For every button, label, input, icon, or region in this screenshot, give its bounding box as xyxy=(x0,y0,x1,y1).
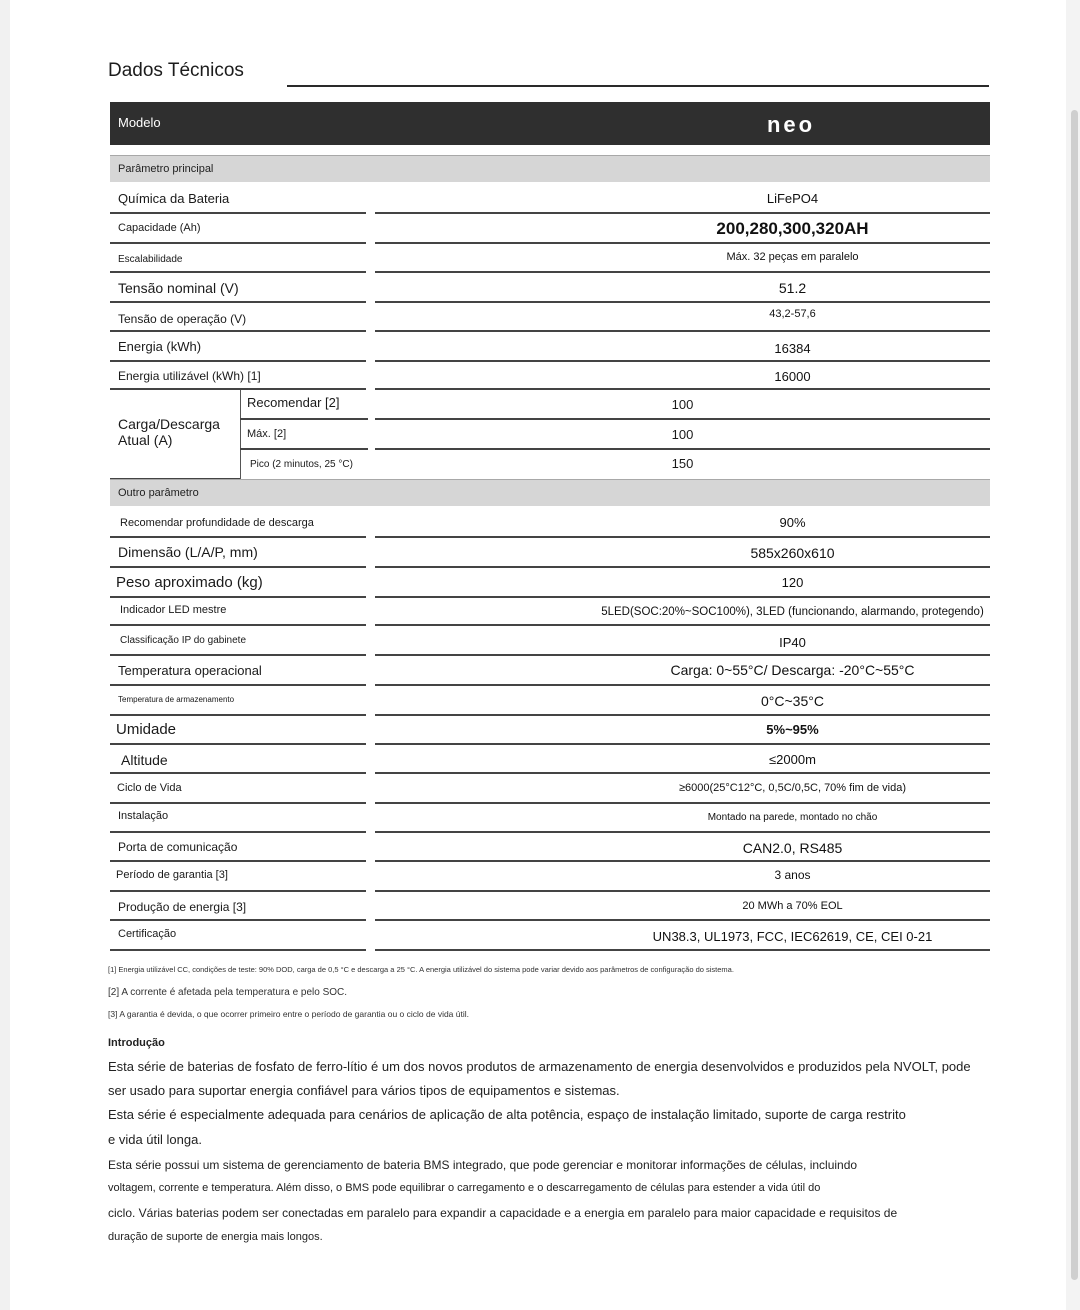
spec-value: ≤2000m xyxy=(769,752,816,767)
spec-label: Instalação xyxy=(118,810,169,822)
spec-row-cycle-life xyxy=(110,774,990,804)
spec-label: Indicador LED mestre xyxy=(120,604,227,616)
charge-row-recommended xyxy=(240,390,990,420)
intro-line: e vida útil longa. xyxy=(108,1132,202,1147)
section-main-title: Parâmetro principal xyxy=(118,163,214,175)
spec-row-operating-voltage xyxy=(110,303,990,332)
spec-value: Montado na parede, montado no chão xyxy=(707,812,878,823)
spec-value: 585x260x610 xyxy=(750,545,835,561)
spec-label: Temperatura operacional xyxy=(118,663,262,678)
spec-value: 90% xyxy=(779,515,806,530)
spec-value: CAN2.0, RS485 xyxy=(742,840,843,856)
spec-value: 20 MWh a 70% EOL xyxy=(742,900,843,912)
spec-label: Certificação xyxy=(118,928,177,940)
spec-label: Umidade xyxy=(116,721,177,738)
spec-label: Energia utilizável (kWh) [1] xyxy=(118,369,261,383)
spec-row-comm-port xyxy=(110,833,990,862)
spec-label: Período de garantia [3] xyxy=(116,869,228,881)
model-header xyxy=(110,102,990,145)
charge-group-label-line2: Atual (A) xyxy=(118,432,173,448)
spec-row-led xyxy=(110,598,990,626)
spec-row-capacity xyxy=(110,214,990,244)
spec-label: Tensão nominal (V) xyxy=(118,280,239,296)
charge-label: Pico (2 minutos, 25 °C) xyxy=(250,459,353,470)
spec-row-dod xyxy=(110,507,990,538)
spec-label: Tensão de operação (V) xyxy=(118,312,247,326)
left-margin xyxy=(0,0,10,1310)
spec-label: Altitude xyxy=(121,752,168,768)
intro-title: Introdução xyxy=(108,1037,165,1049)
spec-row-ip xyxy=(110,626,990,656)
spec-row-weight xyxy=(110,568,990,598)
charge-group-label xyxy=(118,416,220,448)
spec-label: Energia (kWh) xyxy=(118,339,202,354)
spec-label: Peso aproximado (kg) xyxy=(116,574,263,591)
page-title: Dados Técnicos xyxy=(108,60,244,81)
intro-line: ser usado para suportar energia confiável para vários tipos de equipamentos e sistemas. xyxy=(108,1083,620,1098)
spec-value: ≥6000(25°C12°C, 0,5C/0,5C, 70% fim de vida) xyxy=(678,782,906,794)
spec-label: Temperatura de armazenamento xyxy=(118,695,235,704)
spec-row-installation xyxy=(110,804,990,833)
intro-line: Esta série é especialmente adequada para cenários de aplicação de alta potência, espaço de instalação limitado, suporte de carga restrito xyxy=(108,1107,906,1122)
spec-row-energy xyxy=(110,332,990,362)
spec-row-dimension xyxy=(110,538,990,568)
intro-line: Esta série possui um sistema de gerenciamento de bateria BMS integrado, que pode gerenciar e monitorar informações de células, incluindo xyxy=(108,1158,858,1172)
spec-value: UN38.3, UL1973, FCC, IEC62619, CE, CEI 0-21 xyxy=(652,929,933,944)
spec-row-warranty xyxy=(110,862,990,892)
brand-logo xyxy=(743,115,839,135)
brand-logo-icon xyxy=(743,115,839,135)
spec-label: Classificação IP do gabinete xyxy=(120,635,247,646)
spec-label: Ciclo de Vida xyxy=(117,782,182,794)
spec-label: Produção de energia [3] xyxy=(118,900,247,914)
spec-row-energy-throughput xyxy=(110,892,990,921)
spec-row-storage-temp xyxy=(110,686,990,716)
spec-label: Dimensão (L/A/P, mm) xyxy=(118,544,258,560)
spec-value: 5LED(SOC:20%~SOC100%), 3LED (funcionando, alarmando, protegendo) xyxy=(601,606,984,618)
spec-value: 0°C~35°C xyxy=(761,693,824,709)
brand-logo-text: neo xyxy=(766,115,816,135)
charge-value: 150 xyxy=(671,456,694,471)
spec-value: Carga: 0~55°C/ Descarga: -20°C~55°C xyxy=(670,662,915,678)
footnote-1: [1] Energia utilizável CC, condições de teste: 90% DOD, carga de 0,5 °C e descarga a 25 °C. A energia utilizável do sistema pode variar devido aos parâmetros de configuração do sistema. xyxy=(108,965,734,974)
footnote-2: [2] A corrente é afetada pela temperatura e pelo SOC. xyxy=(108,987,348,998)
spec-row-op-temp xyxy=(110,656,990,686)
spec-value: IP40 xyxy=(779,635,806,650)
spec-value: 120 xyxy=(781,575,804,590)
spec-value: 51.2 xyxy=(778,280,807,296)
charge-value: 100 xyxy=(671,427,694,442)
intro-line: duração de suporte de energia mais longos. xyxy=(108,1231,323,1243)
spec-row-usable-energy xyxy=(110,362,990,390)
charge-group-label-line1: Carga/Descarga xyxy=(118,416,220,432)
spec-row-altitude xyxy=(110,745,990,774)
intro-line: Esta série de baterias de fosfato de ferro-lítio é um dos novos produtos de armazenamento de energia desenvolvidos e produzidos pela NVOLT, pode xyxy=(108,1059,971,1074)
intro-line: voltagem, corrente e temperatura. Além disso, o BMS pode equilibrar o carregamento e o descarregamento de células para estender a vida útil do xyxy=(108,1182,821,1194)
section-other xyxy=(110,479,990,506)
spec-value: 16000 xyxy=(774,369,811,384)
spec-row-nominal-voltage xyxy=(110,273,990,303)
spec-row-scalability xyxy=(110,244,990,273)
model-label: Modelo xyxy=(118,115,161,130)
spec-row-certification xyxy=(110,921,990,951)
charge-value: 100 xyxy=(671,397,694,412)
section-other-title: Outro parâmetro xyxy=(118,487,199,499)
charge-label: Recomendar [2] xyxy=(247,395,340,410)
spec-label: Química da Bateria xyxy=(118,191,230,206)
spec-label: Capacidade (Ah) xyxy=(118,222,201,234)
spec-value: LiFePO4 xyxy=(766,191,819,206)
spec-label: Recomendar profundidade de descarga xyxy=(120,517,314,529)
spec-row-chemistry xyxy=(110,183,990,214)
title-rule xyxy=(287,85,989,87)
spec-label: Escalabilidade xyxy=(118,254,183,265)
spec-label: Porta de comunicação xyxy=(118,840,238,854)
spec-row-humidity xyxy=(110,716,990,745)
spec-value: 16384 xyxy=(774,341,811,356)
intro-line: ciclo. Várias baterias podem ser conectadas em paralelo para expandir a capacidade e a energia em paralelo para maior capacidade e requisitos de xyxy=(108,1206,898,1220)
spec-value: 43,2-57,6 xyxy=(769,308,816,320)
section-main xyxy=(110,155,990,182)
charge-label: Máx. [2] xyxy=(247,428,287,440)
spec-value: 200,280,300,320AH xyxy=(716,219,869,238)
charge-row-max xyxy=(240,420,990,450)
spec-value: Máx. 32 peças em paralelo xyxy=(726,251,859,263)
spec-value: 5%~95% xyxy=(766,722,819,737)
spec-value: 3 anos xyxy=(774,868,811,882)
footnote-3: [3] A garantia é devida, o que ocorrer primeiro entre o período de garantia ou o ciclo de vida útil. xyxy=(108,1009,470,1019)
charge-row-peak xyxy=(240,450,990,479)
